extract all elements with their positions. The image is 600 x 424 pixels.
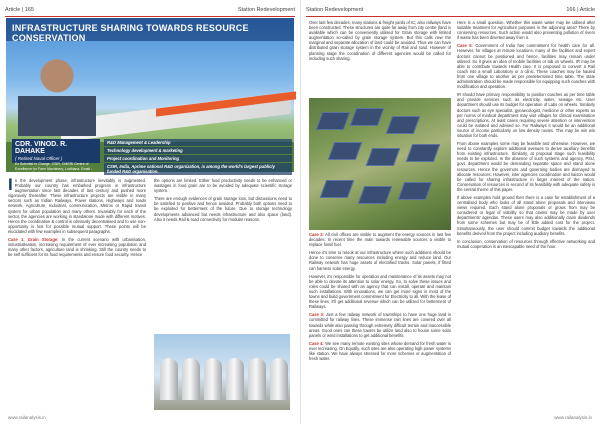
left-column-2 — [154, 178, 292, 225]
right-footer: www.railanalysis.in — [554, 415, 592, 420]
author-credentials — [104, 139, 292, 176]
paragraph: Case 3: Just a few railway network of townships to have one huge land is committed for railway lines. These immense rain lines are covered over all towards while also passing through extremely difficult terrain and inaccessible areas. Good ones can these towers be utilize land also to house some solar panels or wind installations to get additional benefits. — [309, 312, 451, 338]
author-portrait — [18, 50, 96, 136]
credential-item: Project coordination and Monitoring — [104, 155, 292, 162]
paragraph: Case 4: We see many remote existing sites whose demand for fresh water is ever increasing. On Equally, such sites are also operating high power systems like station. We have always stressed for more schemes or augmentation of fresh water. — [309, 340, 451, 362]
author-name: CDR. VINOD. R. DAHAKE — [15, 141, 68, 155]
paragraph: Case 1: Grain Storage: In the current scenario with urbanisation, industrialisation, increasing requirement of ever increasing population and many other factors, agriculture land is shrinking. Still the country needs to be self sufficient for its food requirements and ensure food security. Hence — [8, 237, 146, 258]
author-rank: ( Retired Naval Officer ) — [15, 156, 63, 161]
drop-cap: I — [8, 175, 13, 194]
paragraph: Case 5: Government of India has commitment for health care for all. However, for villages at remote locations, many of the facilities and expert doctors cannot be positioned and hence, facilities may remain under utilised. So it gives an idea of mobile facilities or tab on wheels. IR may be able to contribute towards Health care. It is proposed to convert a Rail coach into a small Laboratory or a clinic. These coaches may be hauled from one village to another as per predetermined time table. The state administration should be made responsible for equipping such coaches with modification and operation. — [457, 43, 595, 90]
paragraph: From above examples some may be feasible and otherwise. However, we need to constantly explore additional avenues to derive auxiliary benefits from existing infrastructure. Similarly, at proposal stage such feasibility needs to be explored. In the absence of such systems and agency, PSU, govt. department would be demanding separate space and stand alone resources. Hence the governors and governing bodies are dismayed to allocate resources. However, inter agencies coordination and liaison would be called for sharing infrastructure in larger interest of the nation. Conservation of resources is second of its feasibility with adequate safety is the central theme of this paper. — [457, 141, 595, 192]
article-title: INFRASTRUCTURE SHARING TOWARDS RESOURCE CONSERVATION — [6, 18, 294, 41]
paragraph: However, it's responsible for operation and maintenance of its assets may not be able to devote its attention to solar energy. So, to solve these issues and roles could be shared with an agency that can install, operate and maintain such installations. With innovations, we can get more signs in most of the towns and build government commitment for Electricity to all. With the lease of these lines, it'll get additional revenue which can be utilized for betterment of Railways. — [309, 273, 451, 310]
left-section-title: Station Redevelopment — [237, 7, 295, 13]
right-column-2 — [457, 20, 595, 252]
credential-item: R&D Management & Leadership — [104, 139, 292, 146]
paragraph: IR should have primary responsibility to position coaches as per time table and provide services such as electricity, water, sewage etc. User department should use its budget for operation of Labs on wheels. Similarly doctors such as eye specialist, gynaecologist, medicine or other experts as per norms of medical department may visit villages for clinical examination and prescriptions. At least cases requiring severe attention or intervention could be isolated and advised so. For Railways it would be an additional source of income particularly on low density routes. This may be win win situation for both ends. — [457, 92, 595, 138]
right-section-title: Station Redevelopment — [306, 7, 364, 13]
grain-silos-photo — [154, 334, 290, 410]
credential-item: Technology development & marketing — [104, 147, 292, 154]
right-page-number: 166 | Article — [566, 7, 595, 13]
right-column-1-bottom — [309, 232, 451, 364]
paragraph: There are enough evidences of grain storage loss, but discussions need to be satisfied to positive and hence avoided. Probably both options need to be exploited for betterment of the future. Due to storage technology developments advanced but needs infrastructure and also space (land). Also it needs Rail & road connectivity for modular reasons. — [154, 196, 292, 222]
right-column-1-top — [309, 20, 451, 64]
left-page-number: Article | 165 — [5, 7, 34, 13]
left-column-1 — [8, 175, 146, 260]
intro-paragraph: In the development phase, infrastructure inevitably is augmented. Probably our country has embarked progress in infrastructure augmentation since last decades of last century and pushed more vigorously thereafter. These infrastructure projects are visible in many sectors such as Indian Railways, Power stations, Highways and roads network, Agriculture, Industrial, communication, Metros or Rapid transit system for urban population and many others. Invariably for each of the sector, the agencies are working in standalone mode with different motives. Hence the coordination & control is obviously decentralised and to use non-opportunity is lost for possible mutual support. These points will be elucidated with few examples in subsequent paragraphs. — [8, 175, 146, 234]
paragraph: the options are limited. Either food productivity needs to be enhanced or wastages in food grain are to be avoided by adequate scientific storage system. — [154, 178, 292, 194]
solar-rooftop-photo — [309, 98, 451, 230]
left-header — [5, 4, 295, 17]
credential-item: CSIR, India, Aprime national R&D organization, is among the world's largest publicly funded R&D organisation. — [104, 163, 292, 175]
article-banner — [6, 18, 294, 175]
paragraph: Here is a small question. Whether this waste water may be utilised after suitable treatment for Agriculture purposes in the adjoining area? There by conserving resources. Such action would also preventing pollution of rivers if waste has been diverted away from it. — [457, 20, 595, 41]
paragraph: Case 2: All civil offices are visible to augment the energy sources in last few decades. In recent time the main towards renewable sources a visible to replace fossil fuel. — [309, 232, 451, 248]
paragraph: If above examples hold ground then there is a case for establishment of a centralised body who looks of all stand alone proposals and interviews views required. Each stand alone proposals or grows from may be considered or legal of viability so that claims may be made by user departments' agendas. These users may also additionally claim dividends from some schemes but may be of little added cost for the project. Simultaneously, the user should commit budget towards the additional benefits derived from the project including auxiliary benefits. — [457, 195, 595, 236]
author-namebar — [12, 139, 100, 175]
paragraph: In conclusion, conservation of resources through effective networking and mutual cooperation is an inescapable need of the hour. — [457, 238, 595, 249]
left-footer: www.railanalysis.in — [8, 415, 46, 420]
author-affiliation: Ex Scientist In Charge, CSIR, CMERI Centre of Excellence for Farm Machinery, Ludhiana. Email : dahnad_m@yahoo.co.in — [15, 162, 92, 175]
right-page — [300, 0, 600, 424]
paragraph: Hence it's time to relook at our infrastructure where such additions should be done to conserve many resources including energy and reduce land. Our Railway network has huge assets of electrified tracks. Solar panels, if fitted can harness solar energy. — [309, 250, 451, 271]
right-header — [306, 4, 595, 17]
paragraph: Over last few decades, many stations & freight yards of IC, also railways have been constructed. These structures are quite far away from city centre (land is available which can be conveniently utilised for Grain storage with limited augmentation so-called by grain storage system. But this calls new the marginal and separate allocation of land could be avoided. Thus we can have distributed grain storage system in the vicinity of Rail and road. However of planning stage the coordination of different agencies would be called for including such sharing. — [309, 20, 451, 61]
